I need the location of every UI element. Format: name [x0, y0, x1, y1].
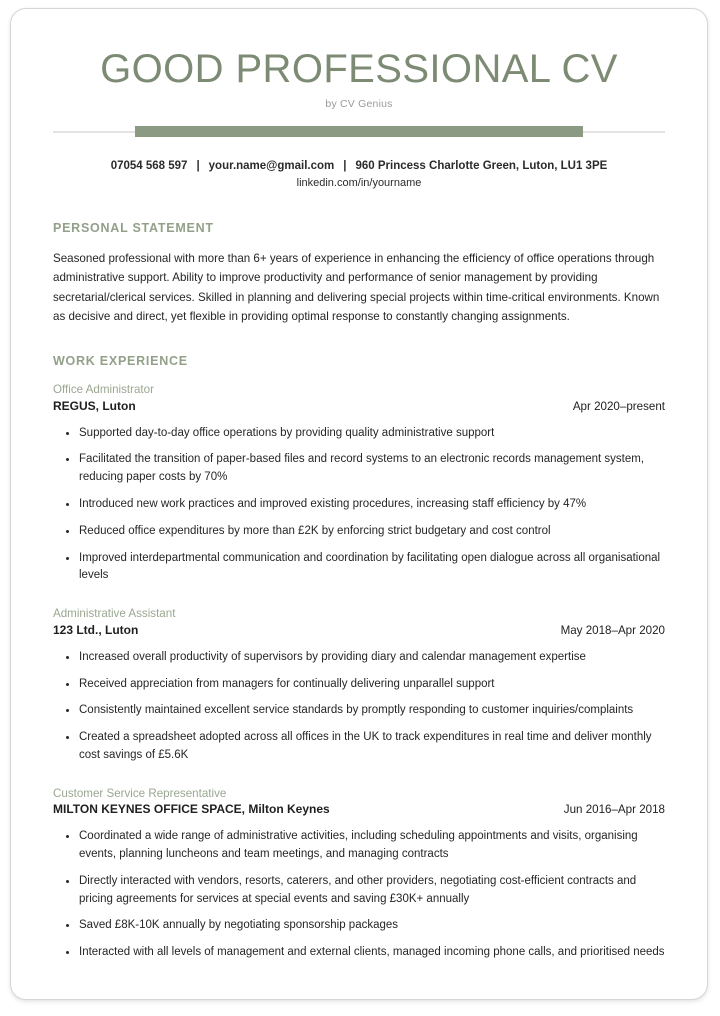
cv-content: [11, 9, 707, 962]
job-dates: Apr 2020–present: [572, 399, 665, 413]
work-experience-entry: [53, 382, 665, 585]
job-employer: 123 Ltd., Luton: [53, 622, 139, 637]
contact-phone: 07054 568 597: [110, 159, 188, 172]
divider-accent-bar: [135, 126, 583, 137]
job-employer-row: [53, 398, 665, 416]
contact-separator-1: |: [196, 159, 200, 172]
contact-details: [53, 157, 665, 193]
job-employer-row: [53, 622, 665, 640]
job-bullet-item: Facilitated the transition of paper-based files and record systems to an electronic records management system, reducing paper costs by 70%: [53, 451, 665, 487]
job-title: Customer Service Representative: [53, 786, 227, 800]
job-employer-row: [53, 801, 665, 819]
job-bullet-item: Improved interdepartmental communication and coordination by facilitating open dialogue across all organisational levels: [53, 550, 665, 586]
cv-subtitle: by CV Genius: [325, 97, 393, 110]
job-bullet-item: Coordinated a wide range of administrative activities, including scheduling appointments and visits, organising events, planning luncheons and team meetings, and managing contracts: [53, 828, 665, 864]
job-bullet-item: Supported day-to-day office operations by providing quality administrative support: [53, 425, 665, 443]
job-bullet-item: Saved £8K-10K annually by negotiating sponsorship packages: [53, 917, 665, 935]
cv-header: [53, 47, 665, 138]
job-title: Office Administrator: [53, 383, 154, 397]
section-personal-statement: [53, 221, 665, 326]
job-bullet-item: Created a spreadsheet adopted across all offices in the UK to track expenditures in real time and deliver monthly cost savings of £5.6K: [53, 729, 665, 765]
section-heading-work-experience: WORK EXPERIENCE: [53, 354, 188, 369]
contact-separator-2: |: [343, 159, 347, 172]
job-bullet-item: Directly interacted with vendors, resorts, caterers, and other providers, negotiating cost-efficient contracts and pricing agreements for services at special events and saving £30K+ annually: [53, 873, 665, 909]
page-title: GOOD PROFESSIONAL CV: [100, 47, 618, 91]
job-bullet-list: [53, 649, 665, 765]
section-heading-personal-statement: PERSONAL STATEMENT: [53, 221, 214, 236]
contact-email[interactable]: your.name@gmail.com: [208, 159, 335, 172]
contact-linkedin[interactable]: linkedin.com/in/yourname: [296, 177, 422, 190]
work-experience-entry: [53, 786, 665, 962]
job-bullet-item: Reduced office expenditures by more than £2K by enforcing strict budgetary and cost control: [53, 523, 665, 541]
job-dates: May 2018–Apr 2020: [560, 623, 665, 637]
section-work-experience: [53, 354, 665, 962]
job-bullet-item: Interacted with all levels of management and external clients, managed incoming phone calls, and prioritised needs: [53, 944, 665, 962]
job-bullet-item: Received appreciation from managers for continually delivering unparallel support: [53, 676, 665, 694]
job-dates: Jun 2016–Apr 2018: [563, 803, 665, 817]
cv-document-page: [10, 8, 708, 1000]
job-bullet-item: Introduced new work practices and improved existing procedures, increasing staff efficiency by 47%: [53, 496, 665, 514]
job-bullet-item: Increased overall productivity of supervisors by providing diary and calendar management expertise: [53, 649, 665, 667]
work-experience-list: [53, 382, 665, 962]
work-experience-entry: [53, 606, 665, 765]
job-bullet-list: [53, 828, 665, 962]
job-bullet-list: [53, 425, 665, 586]
contact-address: 960 Princess Charlotte Green, Luton, LU1 3PE: [355, 159, 608, 172]
job-employer: REGUS, Luton: [53, 398, 136, 413]
job-title: Administrative Assistant: [53, 607, 176, 621]
header-divider: [53, 126, 665, 138]
job-bullet-item: Consistently maintained excellent service standards by promptly responding to customer inquiries/complaints: [53, 702, 665, 720]
personal-statement-text: Seasoned professional with more than 6+ years of experience in enhancing the efficiency of office operations through administrative support. Ability to improve productivity and performance of senior management by providing secretarial/clerical services. Skilled in planning and delivering special projects within time-critical environments. Known as decisive and direct, yet flexible in providing optimal response to constantly changing assignments.: [53, 252, 660, 323]
job-employer: MILTON KEYNES OFFICE SPACE, Milton Keynes: [53, 802, 330, 817]
